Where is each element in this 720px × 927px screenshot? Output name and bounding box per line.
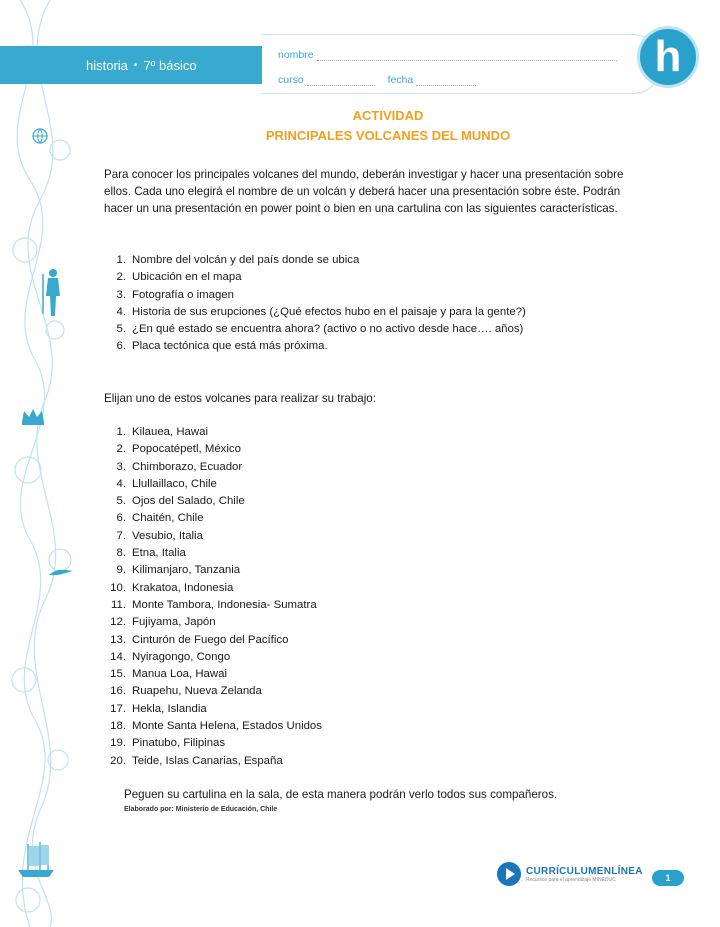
list-item: 6. Placa tectónica que está más próxima.: [116, 340, 328, 353]
list-item: 3. Chimborazo, Ecuador: [116, 460, 243, 473]
list-item: 14. Nyiragongo, Congo: [110, 650, 231, 663]
list-item: 12. Fujiyama, Japón: [110, 616, 216, 629]
list-item: 19. Pinatubo, Filipinas: [110, 737, 226, 750]
activity-subtitle: PRINCIPALES VOLCANES DEL MUNDO: [265, 128, 511, 143]
footer-tagline: Recursos para el aprendizaje MINEDUC: [526, 876, 616, 883]
activity-title: ACTIVIDAD: [352, 108, 424, 123]
name-label: nombre: [278, 49, 314, 61]
credit-line: Elaborado por: Ministerio de Educación, Chile: [124, 806, 278, 813]
list-item: 7. Vesubio, Italia: [116, 529, 203, 542]
closing-instruction: Peguen su cartulina en la sala, de esta manera podrán verlo todos sus compañeros.: [124, 788, 558, 801]
course-label: curso: [278, 74, 304, 86]
volcano-list: [104, 424, 322, 770]
explorer-figure-icon: [40, 268, 64, 323]
page-number-badge: 1: [652, 870, 684, 886]
historia-logo: h: [637, 26, 699, 88]
list-item: 1. Nombre del volcán y del país donde se ubica: [116, 254, 360, 266]
list-item: 4. Llullaillaco, Chile: [116, 477, 217, 490]
student-info-form: [262, 34, 663, 94]
globe-icon: [32, 128, 48, 149]
list-item: 20. Teide, Islas Canarias, España: [110, 754, 283, 767]
choose-instruction: Elijan uno de estos volcanes para realizar su trabajo:: [104, 392, 376, 405]
date-field[interactable]: [416, 73, 476, 86]
list-item: 17. Hekla, Islandia: [110, 702, 207, 715]
ship-icon: [14, 840, 58, 885]
list-item: 15. Manua Loa, Hawai: [110, 668, 227, 681]
list-item: 2. Popocatépetl, México: [116, 443, 241, 456]
course-date-row: [278, 73, 476, 86]
subject-header-bar: [0, 46, 262, 84]
list-item: 13. Cinturón de Fuego del Pacífico: [110, 633, 289, 646]
curriculum-en-linea-logo[interactable]: [497, 862, 643, 886]
name-row: [278, 48, 617, 61]
list-item: 3. Fotografía o imagen: [116, 288, 234, 301]
requirements-list: [104, 252, 526, 356]
list-item: 5. Ojos del Salado, Chile: [116, 495, 245, 508]
grade-label: 7º básico: [143, 57, 197, 73]
list-item: 18. Monte Santa Helena, Estados Unidos: [110, 720, 322, 733]
name-field[interactable]: [317, 48, 617, 61]
list-item: 6. Chaitén, Chile: [116, 512, 204, 525]
date-label: fecha: [387, 74, 414, 86]
play-icon: [497, 862, 521, 886]
list-item: 4. Historia de sus erupciones (¿Qué efectos hubo en el paisaje y para la gente?): [116, 305, 526, 318]
subject-label: historia: [86, 57, 128, 73]
crown-icon: [20, 406, 46, 431]
bird-icon: [48, 566, 74, 584]
course-field[interactable]: [307, 73, 375, 86]
separator-dot: •: [133, 59, 138, 71]
list-item: 10. Krakatoa, Indonesia: [110, 581, 234, 594]
footer-brand: CURRÍCULUMENLÍNEA: [526, 865, 643, 877]
list-item: 11. Monte Tambora, Indonesia- Sumatra: [111, 598, 317, 611]
intro-paragraph: Para conocer los principales volcanes del mundo, deberán investigar y hacer una presentación sobre ellos. Cada uno elegirá el nombre de un volcán y deberá hacer una presentación sobre éste. Podrán hacer un una presentación en power point o bien en una cartulina con las siguientes características.: [104, 168, 624, 215]
list-item: 9. Kilimanjaro, Tanzania: [116, 564, 241, 577]
list-item: 5. ¿En qué estado se encuentra ahora? (activo o no activo desde hace…. años): [116, 323, 524, 336]
list-item: 8. Etna, Italia: [116, 547, 186, 560]
list-item: 1. Kilauea, Hawai: [116, 426, 208, 438]
list-item: 16. Ruapehu, Nueva Zelanda: [110, 685, 262, 698]
list-item: 2. Ubicación en el mapa: [116, 271, 242, 284]
